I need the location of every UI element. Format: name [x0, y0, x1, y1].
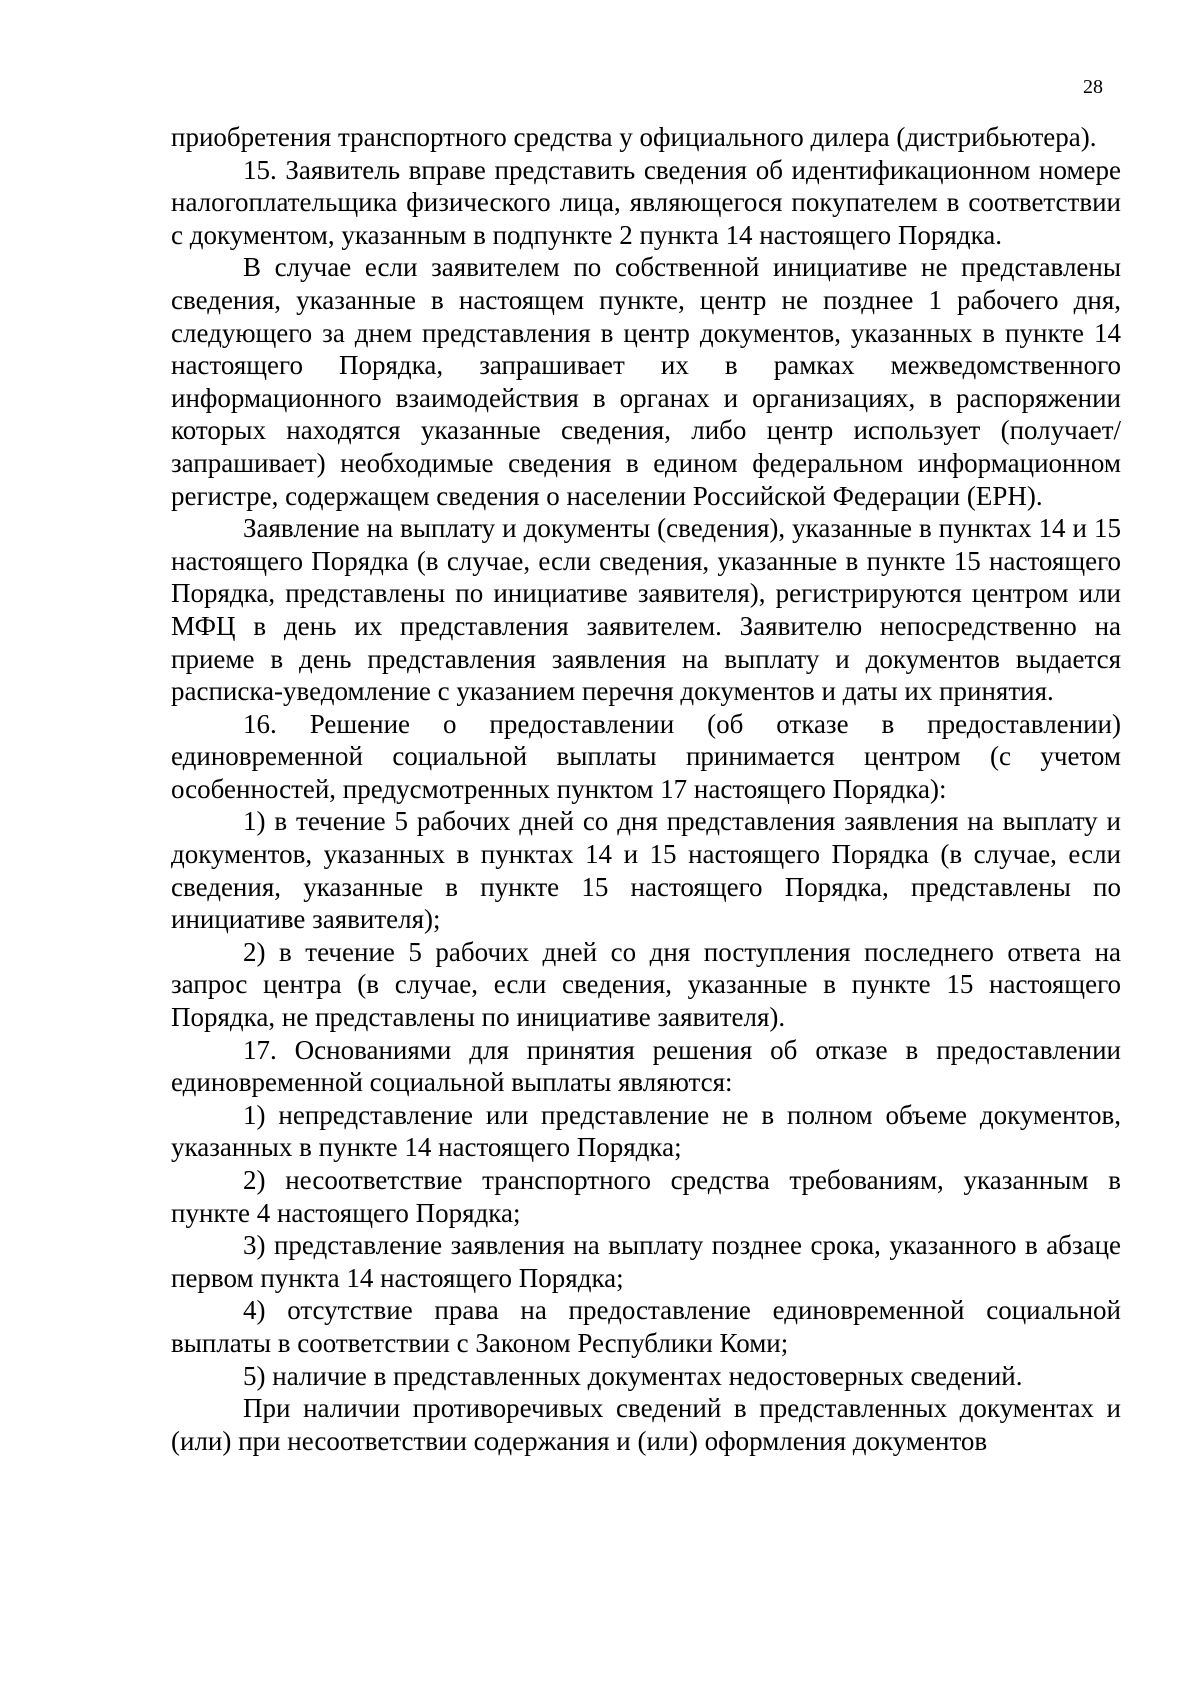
paragraph-registration: Заявление на выплату и документы (сведения), указанные в пунктах 14 и 15 настоящего Порядка (в случае, если сведения, указанные в пункте 15 настоящего Порядка, представлены по инициативе заявителя), регистрируются центром или МФЦ в день их представления заявителем. Заявителю непосредственно на приеме в день представления заявления на выплату и документов выдается расписка-уведомление с указанием перечня документов и даты их принятия.: [171, 513, 1121, 707]
paragraph-item-16-sub-2: 2) в течение 5 рабочих дней со дня поступления последнего ответа на запрос центра (в случае, если сведения, указанные в пункте 15 настоящего Порядка, не представлены по инициативе заявителя).: [171, 936, 1121, 1033]
paragraph-item-17-sub-1: 1) непредставление или представление не в полном объеме документов, указанных в пункте 14 настоящего Порядка;: [171, 1099, 1121, 1163]
paragraph-item-15: 15. Заявитель вправе представить сведения об идентификационном номере налогоплательщика физического лица, являющегося покупателем в соответствии с документом, указанным в подпункте 2 пункта 14 настоящего Порядка.: [171, 154, 1121, 250]
document-body: [171, 121, 1121, 1457]
paragraph-interagency-request: В случае если заявителем по собственной инициативе не представлены сведения, указанные в настоящем пункте, центр не позднее 1 рабочего дня, следующего за днем представления в центр документов, указанных в пункте 14 настоящего Порядка, запрашивает их в рамках межведомственного информационного взаимодействия в органах и организациях, в распоряжении которых находятся указанные сведения, либо центр использует (получает/запрашивает) необходимые сведения в едином федеральном информационном регистре, содержащем сведения о населении Российской Федерации (ЕРН).: [171, 252, 1121, 511]
paragraph-item-17-sub-4: 4) отсутствие права на предоставление единовременной социальной выплаты в соответствии с Законом Республики Коми;: [171, 1295, 1121, 1358]
paragraph-item-16: 16. Решение о предоставлении (об отказе в предоставлении) единовременной социальной выплаты принимается центром (с учетом особенностей, предусмотренных пунктом 17 настоящего Порядка):: [171, 708, 1121, 804]
paragraph-item-17: 17. Основаниями для принятия решения об отказе в предоставлении единовременной социальной выплаты являются:: [171, 1034, 1121, 1098]
page-number: 28: [1083, 76, 1103, 98]
paragraph-item-17-sub-5: 5) наличие в представленных документах недостоверных сведений.: [243, 1360, 1023, 1391]
paragraph-item-17-sub-3: 3) представление заявления на выплату позднее срока, указанного в абзаце первом пункта 14 настоящего Порядка;: [171, 1230, 1121, 1293]
paragraph-continuation: приобретения транспортного средства у официального дилера (дистрибьютера).: [171, 122, 1097, 152]
paragraph-item-16-sub-1: 1) в течение 5 рабочих дней со дня представления заявления на выплату и документов, указанных в пунктах 14 и 15 настоящего Порядка (в случае, если сведения, указанные в пункте 15 настоящего Порядка, представлены по инициативе заявителя);: [171, 806, 1121, 935]
paragraph-contradictory-info: При наличии противоречивых сведений в представленных документах и (или) при несоответствии содержания и (или) оформления документов: [171, 1393, 1121, 1456]
paragraph-item-17-sub-2: 2) несоответствие транспортного средства требованиям, указанным в пункте 4 настоящего Порядка;: [171, 1165, 1121, 1228]
